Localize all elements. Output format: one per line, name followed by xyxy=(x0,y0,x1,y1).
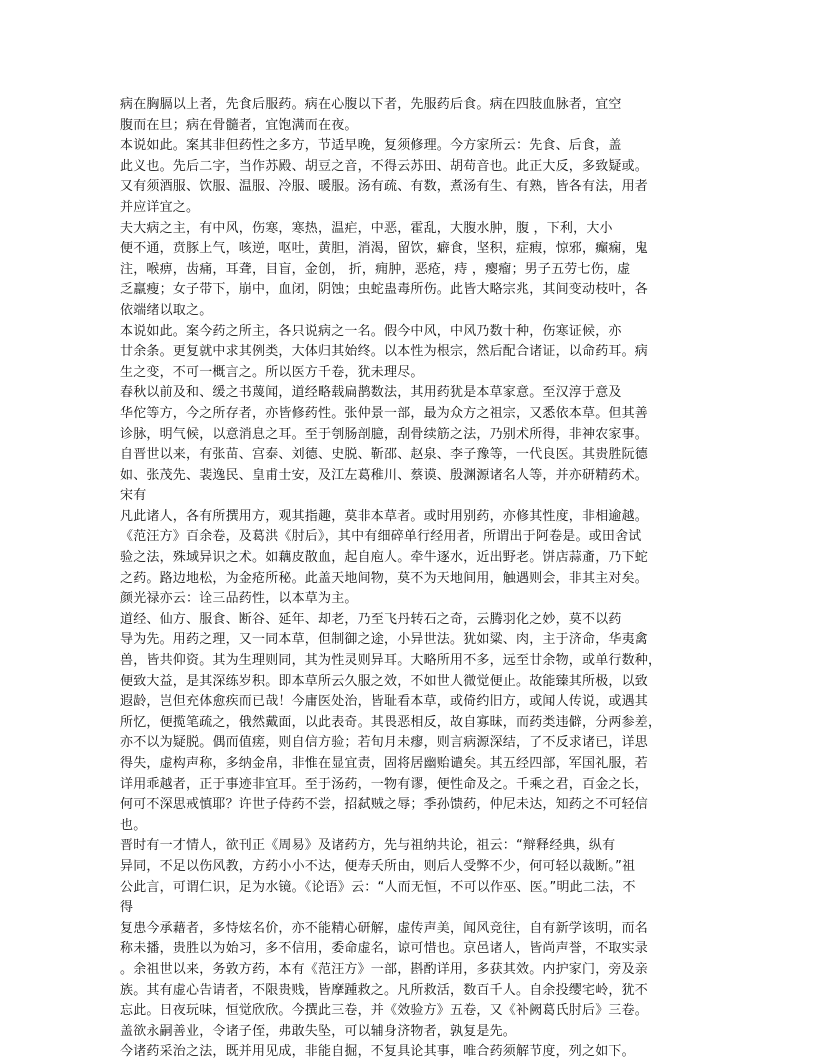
text-line: 腹而在旦；病在骨髓者，宜饱满而在夜。 xyxy=(120,117,358,133)
text-line: 乏羸瘦；女子带下，崩中，血闭，阴蚀；虫蛇蛊毒所伤。此皆大略宗兆，其间变动枝叶，各 xyxy=(120,282,649,298)
text-line: 《范汪方》百余卷，及葛洪《肘后》，其中有细碎单行经用者，所谓出于阿卷是。或田舍试 xyxy=(120,529,642,545)
text-line: 并应详宜之。 xyxy=(120,199,200,215)
text-line: 依端绪以取之。 xyxy=(120,302,213,318)
text-line: 如、张茂先、裴逸民、皇甫士安，及江左葛稚川、蔡谟、殷渊源诸名人等，并亦研精药术。 xyxy=(120,467,649,483)
text-line: 何可不深思戒慎耶？许世子侍药不尝，招弑贼之辱；季孙馈药，仲尼未达，知药之不可轻信 xyxy=(120,797,649,813)
text-line: 族。其有虚心告请者，不限贵贱，皆摩踵救之。凡所救活，数百千人。自余投缨宅岭，犹不 xyxy=(120,982,649,998)
text-line: 遐龄，岂但充体愈疾而已哉！今庸医处治，皆耻看本草，或倚约旧方，或闻人传说，或遇其 xyxy=(120,694,649,710)
text-line: 夫大病之主，有中风，伤寒，寒热，温疟，中恶，霍乱，大腹水肿，腹 ，下利，大小 xyxy=(120,220,613,236)
text-line: 兽，皆共仰资。其为生理则同，其为性灵则异耳。大略所用不多，远至廿余物，或单行数种， xyxy=(120,653,662,669)
text-line: 盖欲永嗣善业，令诸子侄，弗敢失坠，可以辅身济物者，孰复是先。 xyxy=(120,1023,517,1039)
text-line: 凡此诸人，各有所撰用方，观其指趣，莫非本草者。或时用别药，亦修其性度，非相逾越。 xyxy=(120,508,649,524)
text-line: 又有须酒服、饮服、温服、冷服、暖服。汤有疏、有数，煮汤有生、有熟，皆各有法，用者 xyxy=(120,179,649,195)
text-line: 也。 xyxy=(120,817,147,833)
text-line: 病在胸膈以上者，先食后服药。病在心腹以下者，先服药后食。病在四肢血脉者，宜空 xyxy=(120,97,622,112)
text-line: 颜光禄亦云：诠三品药性，以本草为主。 xyxy=(120,591,358,607)
text-line: 本说如此。案其非但药性之多方，节适早晚，复须修理。今方家所云：先食、后食，盖 xyxy=(120,138,622,154)
text-line: 生之变，不可一概言之。所以医方千卷，犹未理尽。 xyxy=(120,364,424,380)
text-line: 今诸药采治之法，既并用见成，非能自掘，不复具论其事，唯合药须解节度，列之如下。 xyxy=(120,1044,635,1060)
text-line: 验之法，殊域异识之术。如藕皮散血，起自庖人。牵牛逐水，近出野老。饼店蒜齑，乃下蛇 xyxy=(120,550,649,566)
text-line: 之药。路边地松，为金疮所秘。此盖天地间物，莫不为天地间用，触遇则会，非其主对矣。 xyxy=(120,570,649,586)
text-line: 异同，不足以伤风教，方药小小不达，便寿夭所由，则后人受弊不少，何可轻以裁断。”祖 xyxy=(120,858,636,874)
text-line: 所忆，便揽笔疏之，俄然戴面，以此表奇。其畏恶相反，故自寡昧，而药类违僻，分两参差， xyxy=(120,714,662,730)
text-line: 公此言，可谓仁识，足为水镜。《论语》云：“人而无恒，不可以作巫、医。”明此二法，不 xyxy=(120,879,636,895)
text-line: 本说如此。案今药之所主，各只说病之一名。假今中风，中风乃数十种，伤寒证候，亦 xyxy=(120,323,622,339)
text-line: 得 xyxy=(120,900,134,916)
text-line: 导为先。用药之理，又一同本草，但制御之途，小异世法。犹如粱、肉，主于济命，华夷禽 xyxy=(120,632,649,648)
document-text xyxy=(120,95,670,1063)
text-line: 忘此。日夜玩味，恒觉欣欣。今撰此三卷，并《效验方》五卷，又《补阙葛氏肘后》三卷。 xyxy=(120,1003,649,1019)
text-line: 宋有 xyxy=(120,488,147,504)
text-line: 亦不以为疑脱。偶而值瘥，则自信方验；若旬月未瘳，则言病源深结，了不反求诸已，详思 xyxy=(120,735,649,751)
text-line: 华佗等方，今之所存者，亦皆修药性。张仲景一部，最为众方之祖宗，又悉依本草。但其善 xyxy=(120,405,649,421)
text-line: 春秋以前及和、缓之书蔑闻，道经略载扁鹊数法，其用药犹是本草家意。至汉淳于意及 xyxy=(120,385,622,401)
text-line: 详用乖越者，正于事迹非宜耳。至于汤药，一物有谬，便性命及之。千乘之君，百金之长， xyxy=(120,776,649,792)
text-line: 诊脉，明气候，以意消息之耳。至于刳肠剖臆，刮骨续筋之法，乃别术所得，非神农家事。 xyxy=(120,426,649,442)
text-line: 得失，虚构声称，多纳金帛，非惟在显宜责，固将居幽贻谴矣。其五经四部，军国礼服，若 xyxy=(120,756,649,771)
text-line: 称未播，贵胜以为始习，多不信用，委命虚名，谅可惜也。京邑诸人，皆尚声誉，不取实录 xyxy=(120,941,649,957)
text-line: 注，喉痹，齿痛，耳聋，目盲，金创， 折，痈肿，恶疮，痔 ，瘿瘤；男子五劳七伤，虚 xyxy=(120,261,631,277)
text-line: 晋时有一才情人，欲刊正《周易》及诸药方，先与祖纳共论，祖云：“辩释经典，纵有 xyxy=(120,838,616,854)
text-line: 。余祖世以来，务敦方药，本有《范汪方》一部，斟酌详用，多获其效。内护家门，旁及亲 xyxy=(120,961,649,977)
text-line: 复患今承藉者，多恃炫名价，亦不能精心研解，虚传声美，闻风竞往，自有新学该明，而名 xyxy=(120,920,649,936)
text-line: 道经、仙方、服食、断谷、延年、却老，乃至飞丹转石之奇，云腾羽化之妙，莫不以药 xyxy=(120,611,622,627)
text-line: 便不通，贲豚上气，咳逆，呕吐，黄胆，消渴，留饮，癖食，坚积，症瘕，惊邪，癫痫，鬼 xyxy=(120,241,649,257)
text-line: 自晋世以来，有张苗、宫泰、刘德、史脱、靳邵、赵泉、李子豫等，一代良医。其贵胜阮德 xyxy=(120,447,649,463)
text-line: 此义也。先后二字，当作苏殿、胡豆之音，不得云苏田、胡苟音也。此正大反，多致疑或。 xyxy=(120,158,649,174)
text-line: 廿余条。更复就中求其例类，大体归其始终。以本性为根宗，然后配合诸证，以命药耳。病 xyxy=(120,344,649,360)
text-line: 便致大益，是其深练岁积。即本草所云久服之效，不如世人微觉便止。故能臻其所极，以致 xyxy=(120,673,649,689)
